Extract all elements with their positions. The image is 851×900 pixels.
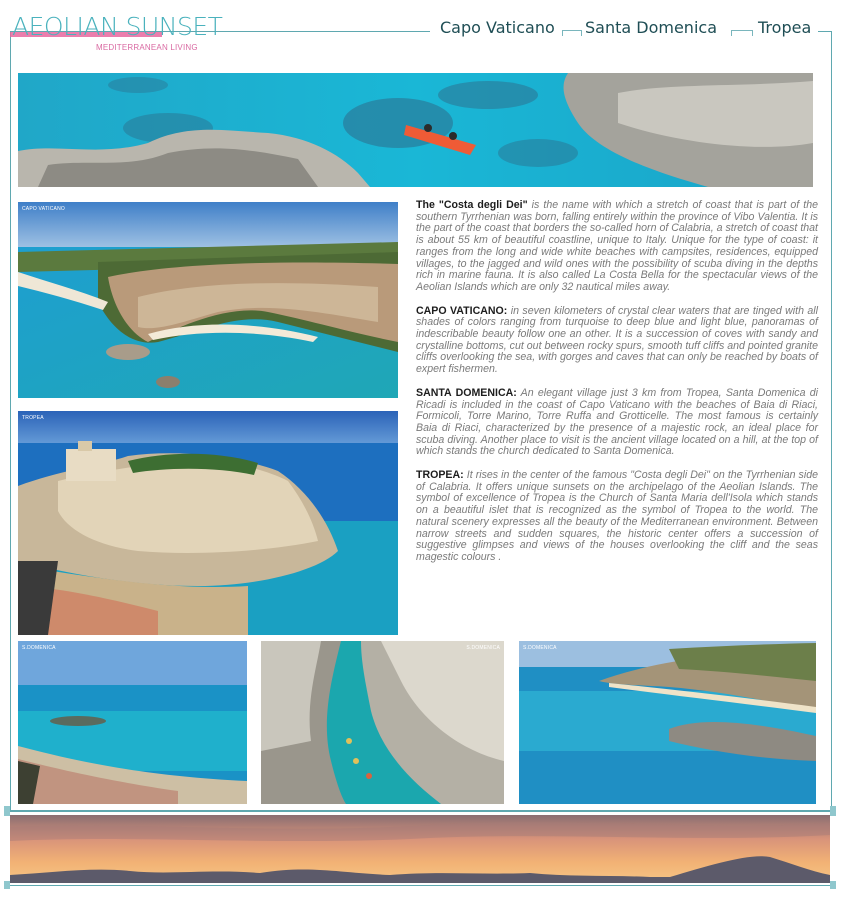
frame-corner-4 bbox=[830, 881, 836, 889]
capo-vaticano-heading: CAPO VATICANO: bbox=[416, 304, 508, 317]
tropea-body: It rises in the center of the famous "Costa degli Dei" on the Tyrrhenian side of Calabria. It offers unique sunsets on the archipelago of the Aeolian Islands. The symbol of excellence of Tropea is the Church of Santa Maria dell'Isola which stands on a beautiful islet that is recognized as the symbol of Tropea to the world. The natural scenery expresses all the beauty of the Mediterranean environment. Between narrow streets and sudden squares, the historic center offers a succession of suggestive glimpses and views of the houses overlooking the cliff and the seas magestic colours . bbox=[416, 469, 818, 563]
frame-right-top bbox=[818, 31, 832, 32]
capo-vaticano-art bbox=[18, 202, 398, 398]
tropea-heading: TROPEA: bbox=[416, 469, 464, 482]
photo-s-domenica-beach bbox=[18, 641, 247, 804]
capo-vaticano-body: in seven kilometers of crystal clear waters that are tinged with all shades of colors ranging from turquoise to deep blue and light blue, panoramas of indescribable beauty follow one an other. It is a succession of coves with sandy and crystalline bottoms, cut out between rocky spurs, smooth tuff cliffs and pointed granite cliffs overlooking the sea, with gorges and caves that can only be reached by boats of expert fishermen. bbox=[416, 304, 819, 376]
s-domenica-beach-art bbox=[18, 641, 247, 804]
photo-tag-tropea: TROPEA bbox=[22, 415, 44, 421]
nav-separator bbox=[731, 30, 753, 36]
sunset-art bbox=[10, 815, 830, 883]
photo-tag-capo-vaticano: CAPO VATICANO bbox=[22, 206, 65, 212]
logo[interactable]: AEOLIAN SUNSET bbox=[12, 12, 223, 41]
photo-s-domenica-bay bbox=[519, 641, 816, 804]
photo-capo-vaticano bbox=[18, 202, 398, 398]
capo-vaticano-paragraph bbox=[416, 306, 818, 376]
photo-s-domenica-gorge bbox=[261, 641, 504, 804]
intro-heading: The "Costa degli Dei" bbox=[416, 199, 528, 211]
tropea-art bbox=[18, 411, 398, 635]
photo-tropea bbox=[18, 411, 398, 635]
nav-capo-vaticano[interactable]: Capo Vaticano bbox=[440, 18, 555, 37]
intro-paragraph bbox=[416, 200, 818, 294]
santa-domenica-paragraph bbox=[416, 388, 818, 458]
frame-bottom bbox=[5, 810, 835, 812]
frame-left bbox=[10, 31, 11, 811]
banner-photo-art bbox=[18, 73, 813, 187]
banner-photo-sunset bbox=[10, 815, 830, 883]
intro-body: is the name with which a stretch of coast that is part of the southern Tyrrhenian was born, falling entirely within the province of Vibo Valentia. It is the part of the coast that borders the so-called horn of Calabria, a stretch of coast that is about 55 km of beautiful coastline, unique to Italy. Unique for the type of coast: it ranges from the long and wide white beaches with campsites, residences, equipped villages, to the jagged and wild ones with the possibility of scuba diving in the depths rich in marine fauna. It is also called La Costa Bella for the spectacular views of the Aeolian Islands which are only 32 nautical miles away. bbox=[416, 199, 818, 293]
s-domenica-gorge-art bbox=[261, 641, 504, 804]
frame-right bbox=[831, 31, 832, 811]
description-text bbox=[416, 200, 818, 576]
nav-santa-domenica[interactable]: Santa Domenica bbox=[585, 18, 717, 37]
photo-tag-s-domenica-3: S.DOMENICA bbox=[523, 645, 557, 651]
santa-domenica-body: An elegant village just 3 km from Tropea, Santa Domenica di Ricadi is included in the coast of Capo Vaticano with the beaches of Baia di Riaci, Formicoli, Torre Marino, Torre Ruffa and Grotticelle. The most famous is certainly Baia di Riaci, characterized by the presence of a majestic rock, an ideal place for scuba diving. Another place to visit is the ancient village located on a hill, at the top of which stands the church dedicated to Santa Domenica. bbox=[416, 386, 818, 458]
nav-tropea[interactable]: Tropea bbox=[758, 18, 812, 37]
photo-tag-s-domenica-1: S.DOMENICA bbox=[22, 645, 56, 651]
nav-separator bbox=[562, 30, 582, 36]
frame-corner-2 bbox=[830, 806, 836, 816]
santa-domenica-heading: SANTA DOMENICA: bbox=[416, 386, 517, 399]
tropea-paragraph bbox=[416, 470, 818, 564]
frame-bottom-2 bbox=[5, 885, 835, 886]
banner-photo-kayak bbox=[18, 73, 813, 187]
logo-tagline: MEDITERRANEAN LIVING bbox=[96, 43, 198, 52]
photo-tag-s-domenica-2: S.DOMENICA bbox=[466, 645, 500, 651]
s-domenica-bay-art bbox=[519, 641, 816, 804]
